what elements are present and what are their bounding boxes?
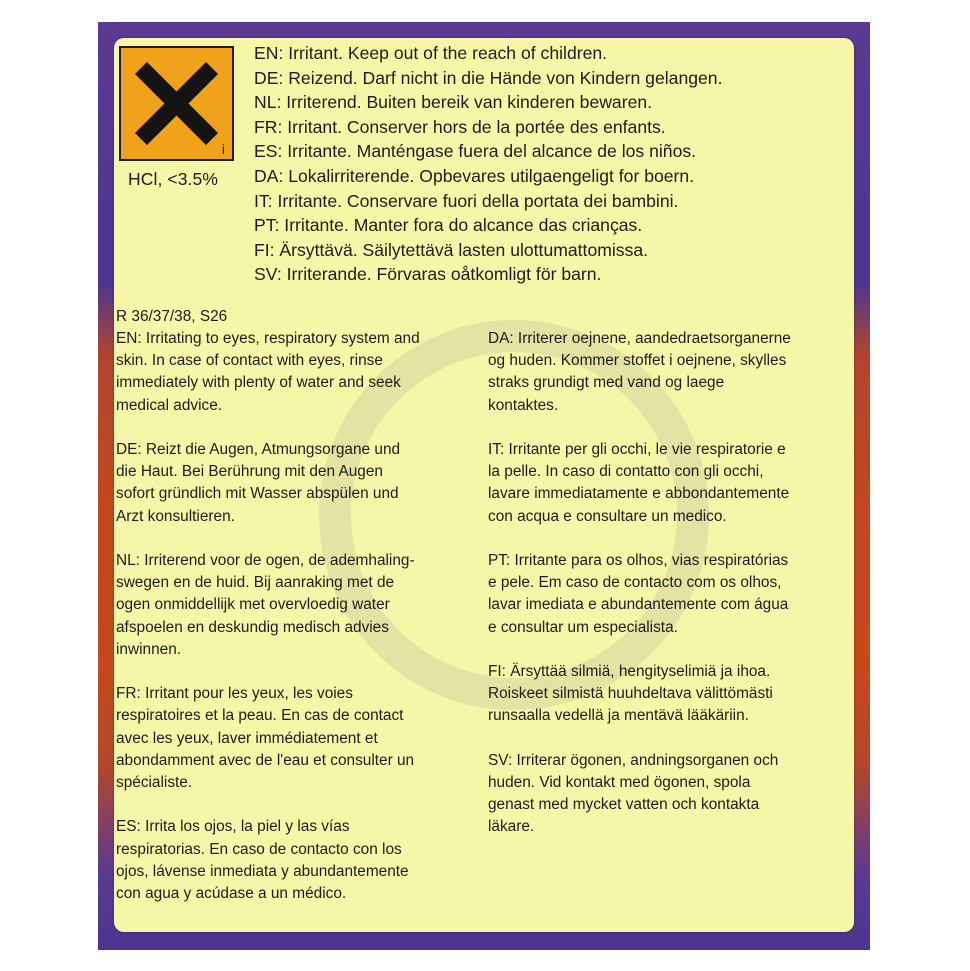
warning-item: NL: Irriterend. Buiten bereik van kinderen bewaren. [254,92,653,113]
hazard-letter: i [221,141,225,157]
paragraph-en: EN: Irritating to eyes, respiratory system and skin. In case of contact with eyes, rinse immediately with plenty of water and seek medical advice. [116,330,420,414]
warning-item: FI: Ärsyttävä. Säilytettävä lasten ulottumattomissa. [254,239,649,260]
paragraph-sv: SV: Irriterar ögonen, andningsorganen och huden. Vid kontakt med ögonen, spola genast med mycket vatten och kontakta läkare. [488,751,779,836]
paragraph-pt: PT: Irritante para os olhos, vias respiratórias e pele. Em caso de contacto com os olhos, lavar imediata e abundantemente com água e consultar um especialista. [488,552,789,636]
warning-item: DE: Reizend. Darf nicht in die Hände von Kindern gelangen. [254,67,723,88]
formula-text: HCl, <3.5% [128,169,218,189]
warning-item: SV: Irriterande. Förvaras oåtkomligt för barn. [254,264,602,285]
paragraph-es: ES: Irrita los ojos, la piel y las vías respiratorias. En caso de contacto con los ojos, lávense inmediata y abundantemente con agua y acúdase a un médico. [116,818,409,903]
warning-item: ES: Irritante. Manténgase fuera del alcance de los niños. [254,141,697,162]
paragraph-fr: FR: Irritant pour les yeux, les voies respiratoires et la peau. En cas de contact avec les yeux, laver immédiatement et abondamment avec de l'eau et consulter un spécialiste. [116,685,415,792]
warning-item: EN: Irritant. Keep out of the reach of children. [254,43,608,63]
warning-label [114,38,854,932]
paragraph-it: IT: Irritante per gli occhi, le vie respiratorie e la pelle. In caso di contatto con gli occhi, lavare immediatamente e abbondantemente con acqua e consultare un medico. [488,441,790,525]
paragraph-nl: NL: Irriterend voor de ogen, de ademhaling- swegen en de huid. Bij aanraking met de ogen onmiddellijk met overvloedig water afspoelen en deskundig medisch advies inwinnen. [116,552,415,658]
irritant-hazard-symbol [119,46,234,161]
paragraph-da: DA: Irriterer oejnene, aandedraetsorganerne og huden. Kommer stoffet i oejnene, skylles straks grundigt med vand og laege kontaktes. [488,330,791,414]
risk-phrase-code: R 36/37/38, S26 [116,308,228,325]
left-column [116,328,476,927]
irritant-x-icon [121,48,232,159]
warning-item: PT: Irritante. Manter fora do alcance das crianças. [254,215,643,236]
warning-item: IT: Irritante. Conservare fuori della portata dei bambini. [254,190,679,211]
paragraph-fi: FI: Ärsyttää silmiä, hengityselimiä ja ihoa. Roiskeet silmistä huuhdeltava välittömästi runsaalla vedellä ja mentävä lääkäriin. [488,663,773,725]
warning-item: FR: Irritant. Conserver hors de la portée des enfants. [254,116,666,137]
right-column [488,328,848,861]
paragraph-de: DE: Reizt die Augen, Atmungsorgane und die Haut. Bei Berührung mit den Augen sofort gründlich mit Wasser abspülen und Arzt konsultieren. [116,441,401,525]
warning-list [254,41,722,287]
warning-item: DA: Lokalirriterende. Opbevares utilgaengeligt for boern. [254,165,695,186]
